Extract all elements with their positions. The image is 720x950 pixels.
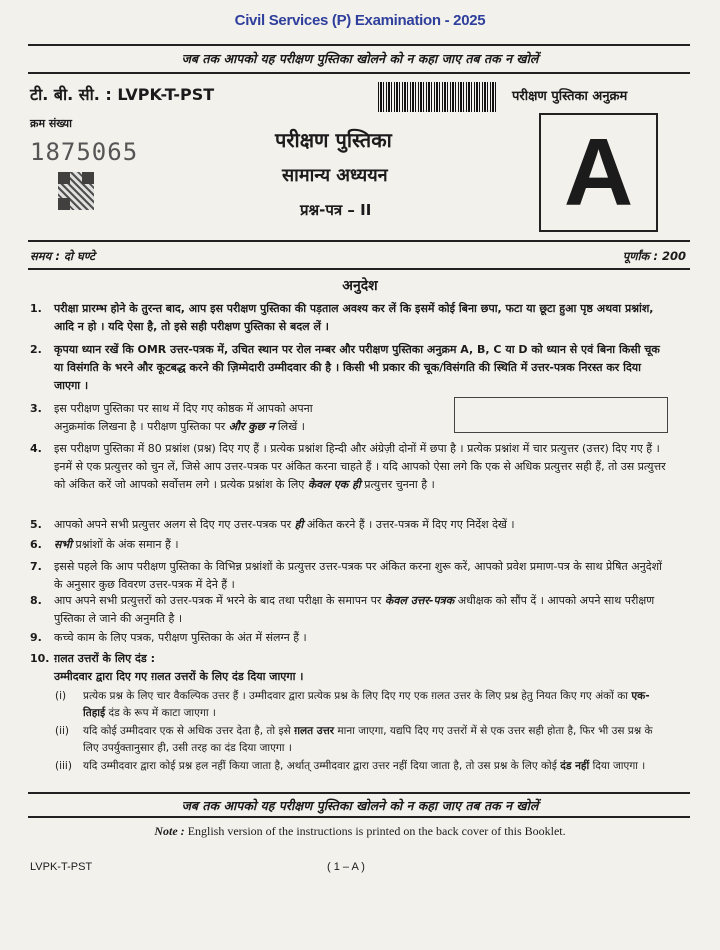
instruction-7: 7. इससे पहले कि आप परीक्षण पुस्तिका के विभिन्न प्रश्नांशों के प्रत्युत्तर उत्तर-पत्रक पर अंकित करना शुरू करें, आपको प्रवेश प्रमाण-पत्र के साथ प्रेषित अनुदेशों के अनुसार कुछ विवरण उत्तर-पत्रक में देने हैं ।: [30, 560, 662, 591]
instruction-10-sub-i: (i) प्रत्येक प्रश्न के लिए चार वैकल्पिक उत्तर हैं । उम्मीदवार द्वारा प्रत्येक प्रश्न के लिए दिए गए एक ग़लत उत्तर के लिए प्रश्न हेतु नियत किए गए अंकों का एक-तिहाई दंड के रूप में काटा जाएगा ।: [55, 690, 650, 719]
instruction-9: 9. कच्चे काम के लिए पत्रक, परीक्षण पुस्तिका के अंत में संलग्न हैं ।: [30, 631, 307, 644]
instruction-8: 8. आप अपने सभी प्रत्युत्तरों को उत्तर-पत्रक में भरने के बाद तथा परीक्षा के समापन पर केवल उत्तर-पत्रक अधीक्षक को सौंप दें । आपको अपने साथ परीक्षण पुस्तिका ले जाने की अनुमति है ।: [30, 594, 655, 625]
time-label: समय : दो घण्टे: [30, 249, 95, 263]
english-note: Note : English version of the instructions is printed on the back cover of this Booklet.: [154, 824, 566, 838]
instruction-4: 4. इस परीक्षण पुस्तिका में 80 प्रश्नांश (प्रश्न) दिए गए हैं । प्रत्येक प्रश्नांश हिन्दी और अंग्रेज़ी दोनों में छपा है । प्रत्येक प्रश्नांश में चार प्रत्युत्तर (उत्तर) दिए गए हैं । इनमें से एक प्रत्युत्तर को चुन लें, जिसे आप उत्तर-पत्रक पर अंकित करना चाहते हैं । यदि आपको ऐसा लगे कि एक से अधिक प्रत्युत्तर सही हैं, तो उस प्रत्युत्तर को अंकित करें जो आपको सर्वोत्तम लगे । प्रत्येक प्रश्नांश के लिए केवल एक ही प्रत्युत्तर चुनना है ।: [30, 442, 666, 491]
instruction-3: 3. इस परीक्षण पुस्तिका पर साथ में दिए गए कोष्ठक में आपको अपना अनुक्रमांक लिखना है । परीक्षण पुस्तिका पर और कुछ न लिखें ।: [30, 402, 313, 433]
serial-label: क्रम संख्या: [30, 117, 72, 130]
top-warning: जब तक आपको यह परीक्षण पुस्तिका खोलने को न कहा जाए तब तक न खोलें: [181, 51, 539, 66]
qr-code-icon: [58, 172, 94, 210]
bottom-rule-2: [28, 816, 690, 818]
top-rule: [28, 44, 690, 46]
barcode: [378, 82, 496, 112]
instruction-5: 5. आपको अपने सभी प्रत्युत्तर अलग से दिए गए उत्तर-पत्रक पर ही अंकित करने हैं । उत्तर-पत्रक में दिए गए निर्देश देखें ।: [30, 518, 515, 531]
booklet-title: परीक्षण पुस्तिका: [275, 128, 392, 152]
top-rule-2: [28, 72, 690, 74]
serial-number: 1875065: [30, 138, 139, 166]
instructions-heading: अनुदेश: [342, 278, 378, 294]
subject-title: सामान्य अध्ययन: [282, 165, 388, 186]
footer-page-number: ( 1 – A ): [327, 861, 365, 873]
bottom-warning: जब तक आपको यह परीक्षण पुस्तिका खोलने को न कहा जाए तब तक न खोलें: [181, 798, 539, 813]
instruction-10-sub-iii: (iii) यदि उम्मीदवार द्वारा कोई प्रश्न हल नहीं किया जाता है, अर्थात् उम्मीदवार द्वारा उत्तर नहीं दिया जाता है, तो उस प्रश्न के लिए कोई दंड नहीं दिया जाएगा ।: [55, 760, 646, 772]
paper-title: प्रश्न-पत्र – II: [300, 201, 372, 219]
footer-code: LVPK-T-PST: [30, 861, 93, 873]
instruction-1: 1. परीक्षा प्रारम्भ होने के तुरन्त बाद, आप इस परीक्षण पुस्तिका की पड़ताल अवश्य कर लें कि इसमें कोई बिना छपा, फटा या छूटा हुआ पृष्ठ अथवा प्रश्नांश, आदि न हो । यदि ऐसा है, तो इसे सही परीक्षण पुस्तिका से बदल लें ।: [30, 302, 654, 333]
series-letter: A: [563, 118, 634, 226]
mid-rule-2: [28, 268, 690, 270]
booklet-sequence-label: परीक्षण पुस्तिका अनुक्रम: [512, 89, 628, 104]
max-marks-label: पूर्णांक : 200: [622, 249, 686, 263]
tbc-code: टी. बी. सी. : LVPK-T-PST: [30, 85, 215, 104]
bottom-rule: [28, 792, 690, 794]
instruction-6: 6. सभी प्रश्नांशों के अंक समान हैं ।: [30, 538, 179, 551]
roll-number-box[interactable]: [454, 397, 668, 433]
exam-title: Civil Services (P) Examination - 2025: [234, 12, 486, 29]
instruction-10: 10. ग़लत उत्तरों के लिए दंड : उम्मीदवार द्वारा दिए गए ग़लत उत्तरों के लिए दंड दिया जाएगा ।: [30, 652, 304, 683]
instruction-10-sub-ii: (ii) यदि कोई उम्मीदवार एक से अधिक उत्तर देता है, तो इसे ग़लत उत्तर माना जाएगा, यद्यपि दिए गए उत्तरों में से एक उत्तर सही होता है, फिर भी उस प्रश्न के लिए उपर्युक्तानुसार ही, उसी तरह का दंड दिया जाएगा ।: [55, 725, 653, 754]
mid-rule: [28, 240, 690, 242]
series-box: [539, 113, 658, 232]
instruction-2: 2. कृपया ध्यान रखें कि OMR उत्तर-पत्रक में, उचित स्थान पर रोल नम्बर और परीक्षण पुस्तिका अनुक्रम A, B, C या D को ध्यान से एवं बिना किसी चूक या विसंगति के भरने और कूटबद्ध करने की ज़िम्मेदारी उम्मीदवार की है । किसी भी प्रकार की चूक/विसंगति की स्थिति में उत्तर-पत्रक निरस्त कर दिया जाएगा ।: [30, 343, 660, 392]
